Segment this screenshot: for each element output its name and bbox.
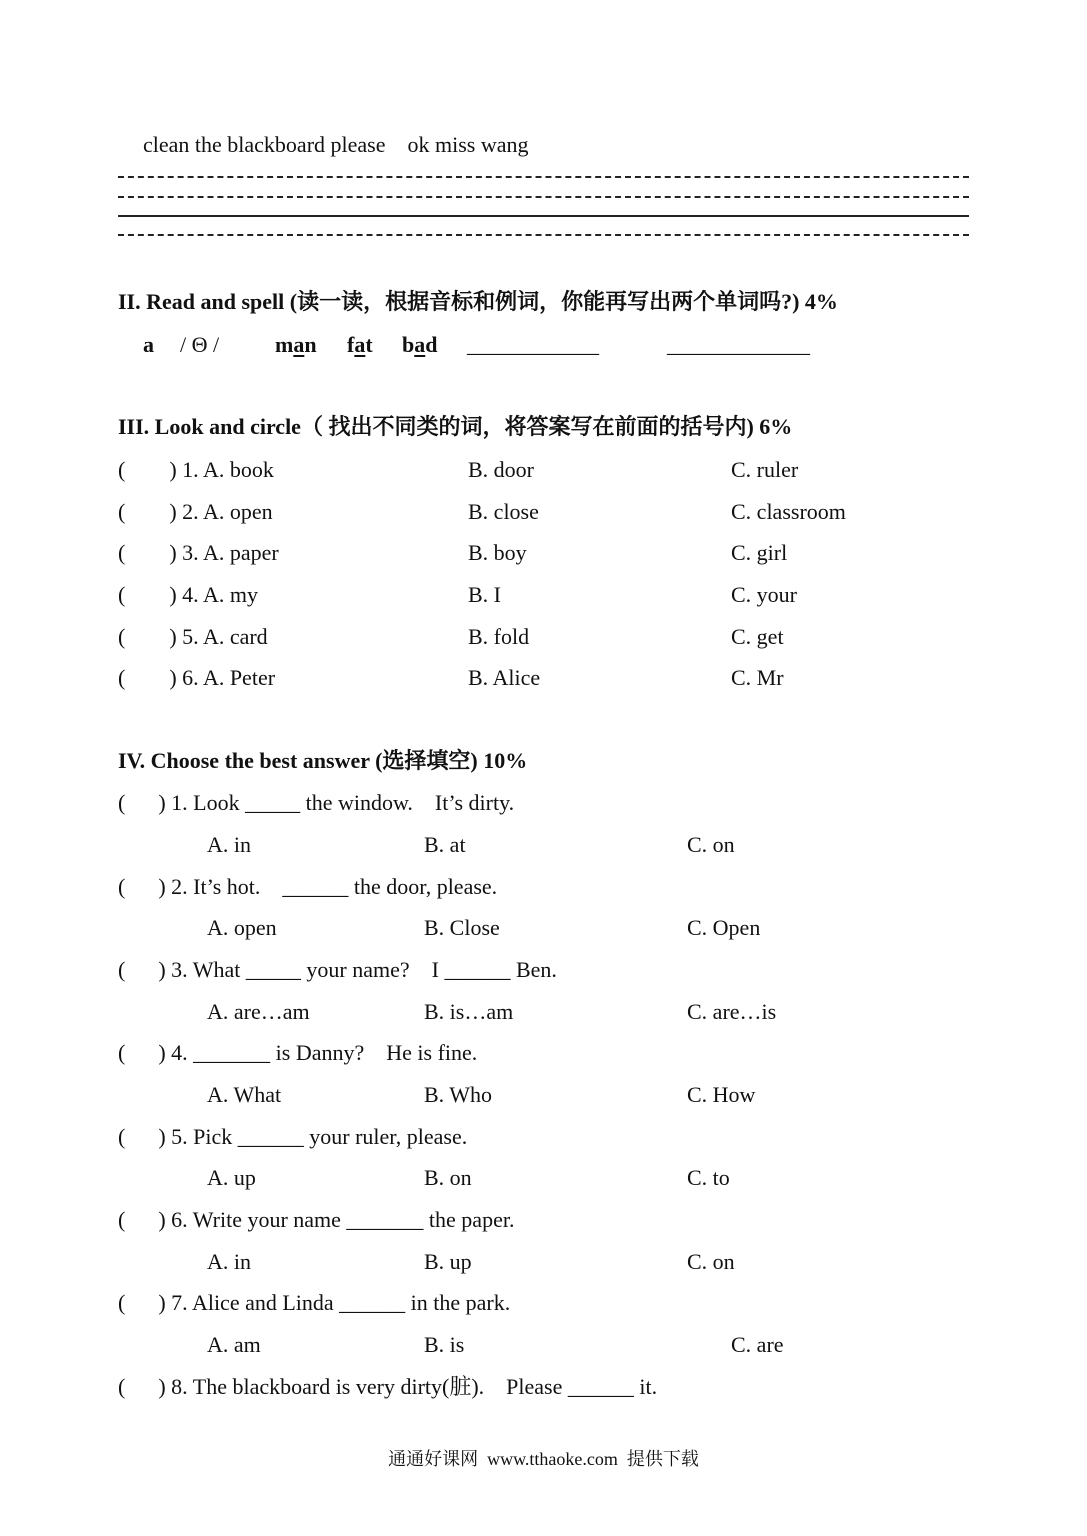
option-b: B. is [424,1332,465,1357]
footer-source: 通通好课网 www.tthaoke.com 提供下载 [388,1449,699,1469]
option-b: B. on [424,1165,472,1190]
question-text: ( ) 6. Write your name _______ the paper. [118,1207,515,1232]
option-c: C. Mr [731,665,784,690]
circle-question: ( ) 5. A. card [118,624,268,649]
question-text: ( ) 2. It’s hot. ______ the door, please. [118,874,498,899]
option-b: B. close [468,499,539,524]
section-heading-read-and-spell: II. Read and spell (读一读，根据音标和例词，你能再写出两个单词吗?) 4% [118,289,838,314]
circle-question: ( ) 2. A. open [118,499,273,524]
copy-sentence: clean the blackboard please ok miss wang [143,132,529,157]
question-text: ( ) 5. Pick ______ your ruler, please. [118,1124,468,1149]
option-c: C. your [731,582,797,607]
question-text: ( ) 4. _______ is Danny? He is fine. [118,1040,478,1065]
question-text: ( ) 1. Look _____ the window. It’s dirty. [118,790,515,815]
option-b: B. up [424,1249,472,1274]
question-text: ( ) 7. Alice and Linda ______ in the park. [118,1290,511,1315]
example-word-fat: fat [347,332,373,357]
example-word-man: man [275,332,317,357]
option-c: C. are…is [687,999,777,1024]
option-c: C. are [731,1332,784,1357]
question-text: ( ) 3. What _____ your name? I ______ Ben. [118,957,557,982]
option-a: A. in [207,1249,251,1274]
option-b: B. at [424,832,466,857]
option-c: C. girl [731,540,788,565]
option-c: C. to [687,1165,730,1190]
question-text: ( ) 8. The blackboard is very dirty(脏). Please ______ it. [118,1374,658,1399]
writing-line-dashed-1 [118,176,969,178]
option-b: B. I [468,582,501,607]
writing-line-dashed-3 [118,234,969,236]
option-c: C. on [687,1249,735,1274]
option-b: B. boy [468,540,527,565]
writing-line-dashed-2 [118,196,969,198]
example-word-bad: bad [402,332,438,357]
circle-question: ( ) 1. A. book [118,457,274,482]
option-c: C. get [731,624,784,649]
circle-question: ( ) 3. A. paper [118,540,279,565]
option-b: B. Close [424,915,500,940]
option-c: C. ruler [731,457,799,482]
circle-question: ( ) 6. A. Peter [118,665,276,690]
option-b: B. Who [424,1082,493,1107]
option-b: B. fold [468,624,530,649]
phonics-letter: a [143,332,154,357]
section-heading-look-and-circle: III. Look and circle（ 找出不同类的词，将答案写在前面的括号内) 6% [118,414,793,439]
option-b: B. Alice [468,665,541,690]
option-c: C. classroom [731,499,846,524]
option-a: A. are…am [207,999,310,1024]
option-c: C. How [687,1082,756,1107]
option-a: A. am [207,1332,261,1357]
option-a: A. in [207,832,251,857]
option-c: C. on [687,832,735,857]
writing-line-solid [118,215,969,217]
answer-blank-1[interactable]: ____________ [467,332,599,357]
answer-blank-2[interactable]: _____________ [667,332,810,357]
phonetic-symbol: / Θ / [180,332,220,357]
option-a: A. up [207,1165,256,1190]
option-a: A. open [207,915,277,940]
section-heading-choose-best-answer: IV. Choose the best answer (选择填空) 10% [118,748,528,773]
option-b: B. door [468,457,534,482]
option-c: C. Open [687,915,761,940]
circle-question: ( ) 4. A. my [118,582,258,607]
option-b: B. is…am [424,999,514,1024]
option-a: A. What [207,1082,282,1107]
